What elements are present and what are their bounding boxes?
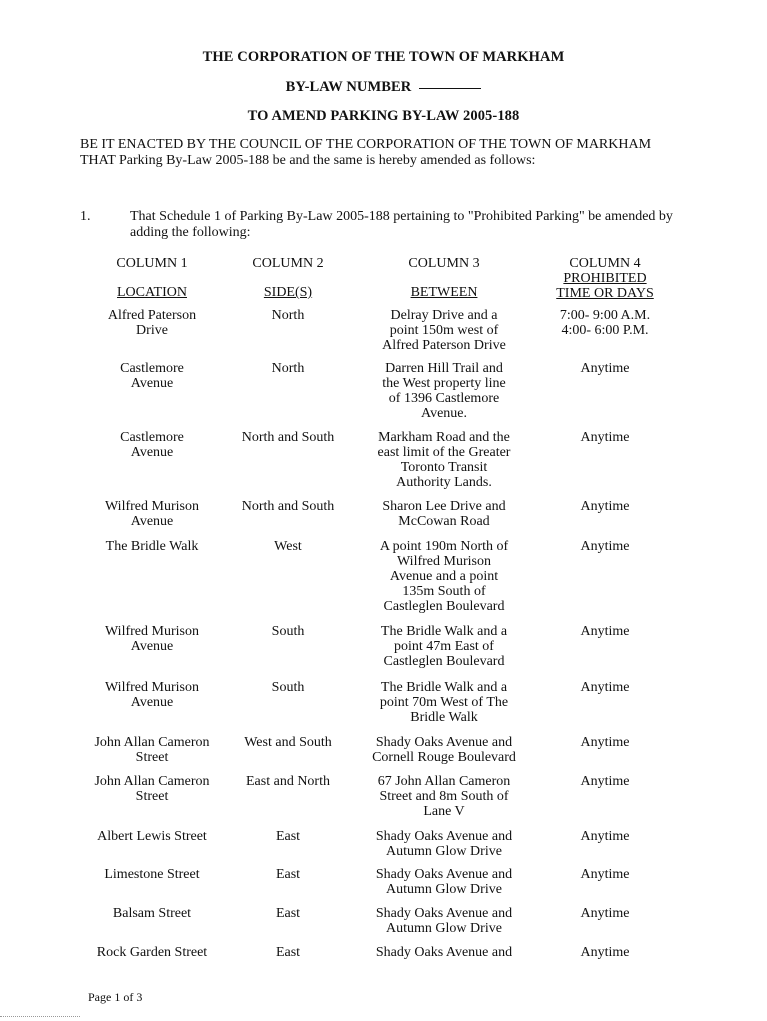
time-cell xyxy=(538,867,672,882)
location-cell xyxy=(78,945,226,960)
between-cell-line: 67 John Allan Cameron xyxy=(377,774,511,789)
location-cell xyxy=(78,774,226,804)
between-cell-line: Lane V xyxy=(423,804,465,819)
between-cell xyxy=(352,829,536,859)
time-cell xyxy=(538,499,672,514)
enactment-paragraph: BE IT ENACTED BY THE COUNCIL OF THE CORPORATION OF THE TOWN OF MARKHAM THAT Parking By-Law 2005-188 be and the same is hereby amended as follows: xyxy=(80,137,652,168)
between-cell xyxy=(352,361,536,421)
column-4-subtitle-2: TIME OR DAYS xyxy=(556,286,654,301)
location-cell-line: Balsam Street xyxy=(112,906,192,921)
side-cell-line: East xyxy=(275,906,301,921)
between-cell-line: Street and 8m South of xyxy=(379,789,509,804)
item-1-text: That Schedule 1 of Parking By-Law 2005-188 pertaining to "Prohibited Parking" be amended by adding the following: xyxy=(130,209,673,240)
side-cell xyxy=(228,624,348,639)
side-cell-line: West xyxy=(274,539,302,554)
column-2-header xyxy=(228,256,348,300)
side-cell xyxy=(228,361,348,376)
between-cell-line: the West property line xyxy=(382,376,506,391)
location-cell xyxy=(78,539,226,554)
between-cell-line: east limit of the Greater xyxy=(377,445,511,460)
between-cell xyxy=(352,945,536,960)
location-cell-line: Wilfred Murison xyxy=(105,680,199,695)
side-cell xyxy=(228,867,348,882)
column-1-title: COLUMN 1 xyxy=(116,256,188,271)
between-cell-line: McCowan Road xyxy=(398,514,490,529)
location-cell xyxy=(78,361,226,391)
side-cell xyxy=(228,680,348,695)
time-cell-line: Anytime xyxy=(580,945,630,960)
amend-title: TO AMEND PARKING BY-LAW 2005-188 xyxy=(247,108,520,124)
location-cell-line: Avenue xyxy=(130,445,174,460)
between-cell-line: Shady Oaks Avenue and xyxy=(375,906,513,921)
column-4-title: COLUMN 4 xyxy=(569,256,641,271)
location-cell xyxy=(78,430,226,460)
time-cell-line: Anytime xyxy=(580,735,630,750)
location-cell-line: Alfred Paterson xyxy=(107,308,197,323)
between-cell-line: Markham Road and the xyxy=(378,430,510,445)
location-cell-line: Rock Garden Street xyxy=(96,945,208,960)
between-cell-line: Delray Drive and a xyxy=(390,308,498,323)
column-1-header xyxy=(78,256,226,300)
side-cell xyxy=(228,499,348,514)
footer-rule xyxy=(0,1016,80,1017)
between-cell xyxy=(352,430,536,490)
between-cell-line: Shady Oaks Avenue and xyxy=(375,867,513,882)
time-cell-line: Anytime xyxy=(580,867,630,882)
item-1-number: 1. xyxy=(80,209,91,224)
between-cell-line: Shady Oaks Avenue and xyxy=(375,829,513,844)
time-cell-line: Anytime xyxy=(580,624,630,639)
column-3-title: COLUMN 3 xyxy=(408,256,480,271)
location-cell xyxy=(78,624,226,654)
location-cell xyxy=(78,906,226,921)
side-cell-line: South xyxy=(271,680,305,695)
column-4-header xyxy=(538,256,672,301)
side-cell xyxy=(228,906,348,921)
location-cell-line: Street xyxy=(135,750,169,765)
between-cell-line: point 70m West of The xyxy=(379,695,509,710)
location-cell-line: Street xyxy=(135,789,169,804)
between-cell-line: Toronto Transit xyxy=(400,460,488,475)
between-cell-line: Castleglen Boulevard xyxy=(383,654,505,669)
time-cell-line: 7:00- 9:00 A.M. xyxy=(559,308,651,323)
between-cell xyxy=(352,624,536,669)
between-cell-line: Alfred Paterson Drive xyxy=(382,338,506,353)
between-cell xyxy=(352,774,536,819)
time-cell xyxy=(538,430,672,445)
location-cell-line: Castlemore xyxy=(120,361,184,376)
time-cell xyxy=(538,361,672,376)
location-cell xyxy=(78,867,226,882)
between-cell-line: point 150m west of xyxy=(389,323,499,338)
between-cell-line: Autumn Glow Drive xyxy=(386,844,502,859)
side-cell xyxy=(228,945,348,960)
between-cell-line: Darren Hill Trail and xyxy=(385,361,503,376)
location-cell-line: Avenue xyxy=(130,514,174,529)
location-cell xyxy=(78,499,226,529)
time-cell-line: Anytime xyxy=(580,774,630,789)
side-cell-line: West and South xyxy=(244,735,332,750)
side-cell-line: South xyxy=(271,624,305,639)
time-cell-line: Anytime xyxy=(580,906,630,921)
corporation-title: THE CORPORATION OF THE TOWN OF MARKHAM xyxy=(202,49,565,65)
location-cell xyxy=(78,735,226,765)
between-cell-line: of 1396 Castlemore xyxy=(388,391,500,406)
between-cell xyxy=(352,906,536,936)
time-cell-line: Anytime xyxy=(580,680,630,695)
location-cell-line: Avenue xyxy=(130,639,174,654)
location-cell-line: Drive xyxy=(136,323,168,338)
side-cell-line: North xyxy=(271,361,305,376)
side-cell-line: East and North xyxy=(246,774,330,789)
column-2-title: COLUMN 2 xyxy=(252,256,324,271)
time-cell xyxy=(538,774,672,789)
side-cell-line: East xyxy=(275,945,301,960)
time-cell-line: Anytime xyxy=(580,361,630,376)
bylaw-number-line xyxy=(0,79,767,96)
location-cell-line: Limestone Street xyxy=(104,867,200,882)
location-cell-line: Avenue xyxy=(130,376,174,391)
side-cell-line: East xyxy=(275,867,301,882)
between-cell-line: Shady Oaks Avenue and xyxy=(375,735,513,750)
between-cell-line: Avenue. xyxy=(421,406,467,421)
page-number: Page 1 of 3 xyxy=(88,990,143,1004)
time-cell-line: Anytime xyxy=(580,829,630,844)
bylaw-number-blank xyxy=(419,88,481,89)
time-cell xyxy=(538,680,672,695)
between-cell-line: Shady Oaks Avenue and xyxy=(375,945,513,960)
location-cell xyxy=(78,308,226,338)
time-cell-line: Anytime xyxy=(580,539,630,554)
between-cell-line: 135m South of xyxy=(402,584,486,599)
location-cell-line: Wilfred Murison xyxy=(105,499,199,514)
bylaw-number-label: BY-LAW NUMBER xyxy=(285,79,412,95)
time-cell-line: Anytime xyxy=(580,430,630,445)
between-cell-line: The Bridle Walk and a xyxy=(380,680,508,695)
side-cell xyxy=(228,539,348,554)
time-cell-line: 4:00- 6:00 P.M. xyxy=(561,323,649,338)
column-3-subtitle: BETWEEN xyxy=(410,285,478,300)
between-cell xyxy=(352,499,536,529)
between-cell-line: Cornell Rouge Boulevard xyxy=(372,750,516,765)
between-cell-line: Autumn Glow Drive xyxy=(386,921,502,936)
side-cell-line: East xyxy=(275,829,301,844)
column-3-header xyxy=(352,256,536,300)
side-cell xyxy=(228,829,348,844)
side-cell-line: North xyxy=(271,308,305,323)
location-cell xyxy=(78,829,226,844)
side-cell xyxy=(228,308,348,323)
time-cell xyxy=(538,735,672,750)
between-cell-line: A point 190m North of xyxy=(379,539,509,554)
between-cell-line: Authority Lands. xyxy=(396,475,492,490)
time-cell xyxy=(538,945,672,960)
between-cell-line: Bridle Walk xyxy=(410,710,478,725)
location-cell-line: Wilfred Murison xyxy=(105,624,199,639)
time-cell-line: Anytime xyxy=(580,499,630,514)
location-cell-line: Albert Lewis Street xyxy=(97,829,207,844)
location-cell-line: Avenue xyxy=(130,695,174,710)
side-cell xyxy=(228,774,348,789)
location-cell-line: John Allan Cameron xyxy=(94,735,210,750)
between-cell-line: Sharon Lee Drive and xyxy=(382,499,506,514)
time-cell xyxy=(538,539,672,554)
between-cell xyxy=(352,735,536,765)
between-cell-line: Autumn Glow Drive xyxy=(386,882,502,897)
between-cell-line: The Bridle Walk and a xyxy=(380,624,508,639)
location-cell xyxy=(78,680,226,710)
between-cell xyxy=(352,308,536,353)
between-cell-line: Castleglen Boulevard xyxy=(383,599,505,614)
column-2-subtitle: SIDE(S) xyxy=(263,285,313,300)
between-cell-line: Wilfred Murison xyxy=(397,554,491,569)
time-cell xyxy=(538,829,672,844)
between-cell-line: Avenue and a point xyxy=(389,569,499,584)
between-cell xyxy=(352,539,536,614)
side-cell xyxy=(228,430,348,445)
time-cell xyxy=(538,308,672,338)
location-cell-line: Castlemore xyxy=(120,430,184,445)
location-cell-line: The Bridle Walk xyxy=(105,539,199,554)
side-cell-line: North and South xyxy=(241,430,335,445)
between-cell xyxy=(352,867,536,897)
time-cell xyxy=(538,624,672,639)
between-cell xyxy=(352,680,536,725)
side-cell xyxy=(228,735,348,750)
side-cell-line: North and South xyxy=(241,499,335,514)
column-1-subtitle: LOCATION xyxy=(117,285,187,300)
column-4-subtitle-1: PROHIBITED xyxy=(563,271,647,286)
time-cell xyxy=(538,906,672,921)
between-cell-line: point 47m East of xyxy=(394,639,494,654)
location-cell-line: John Allan Cameron xyxy=(94,774,210,789)
